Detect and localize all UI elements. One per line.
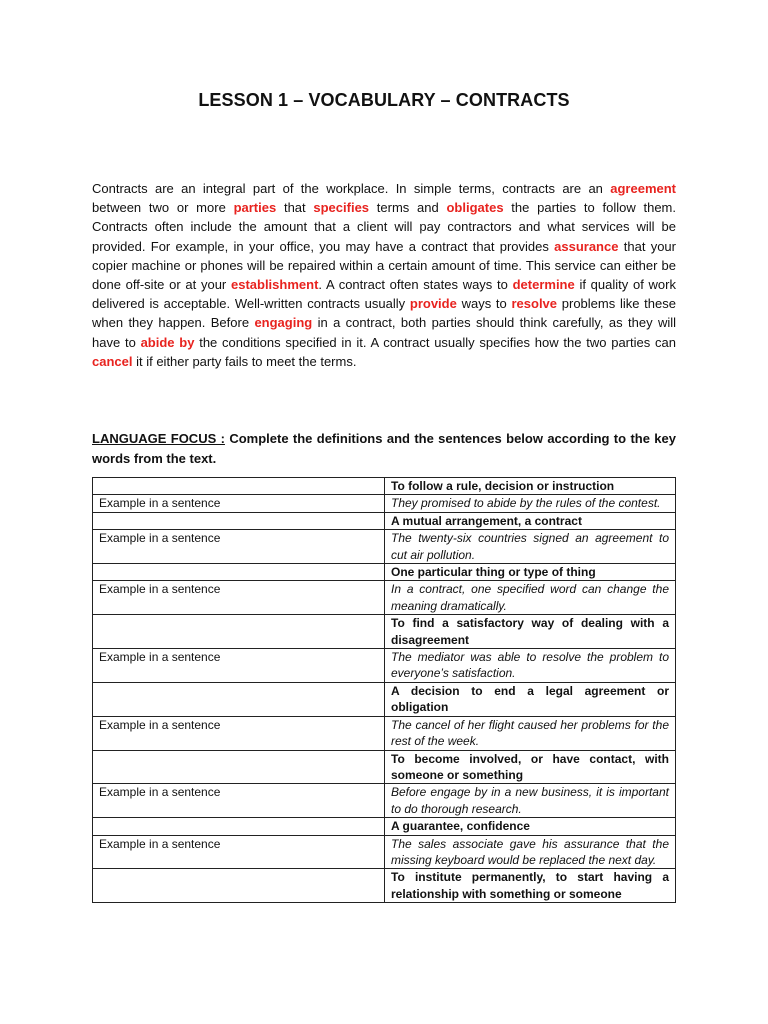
keyword-establishment: establishment bbox=[230, 277, 319, 293]
example-sentence-cell: The mediator was able to resolve the problem to everyone’s satisfaction. bbox=[385, 649, 676, 683]
definition-cell: One particular thing or type of thing bbox=[385, 564, 676, 581]
paragraph-text: if quality of work delivered is acceptable. Well-written contracts usually bbox=[92, 277, 676, 312]
keyword-abide-by: abide by bbox=[140, 334, 195, 350]
keyword-agreement: agreement bbox=[610, 181, 676, 196]
example-row bbox=[93, 835, 676, 869]
definition-cell: A guarantee, confidence bbox=[385, 818, 676, 835]
keyword-cancel: cancel bbox=[92, 353, 133, 369]
definition-cell: To find a satisfactory way of dealing with a disagreement bbox=[385, 615, 676, 649]
word-answer-cell bbox=[93, 615, 385, 649]
definition-row bbox=[93, 478, 676, 495]
definition-cell: A decision to end a legal agreement or obligation bbox=[385, 682, 676, 716]
example-label-cell: Example in a sentence bbox=[93, 495, 385, 512]
example-row bbox=[93, 495, 676, 512]
example-label-cell: Example in a sentence bbox=[93, 649, 385, 683]
example-label-cell: Example in a sentence bbox=[93, 530, 385, 564]
paragraph-text: ways to bbox=[456, 296, 512, 312]
keyword-determine: determine bbox=[512, 277, 575, 293]
word-answer-cell bbox=[93, 682, 385, 716]
paragraph-text: in a contract, both parties should think carefully, as they will have to bbox=[92, 315, 677, 350]
example-sentence-cell: The twenty-six countries signed an agreement to cut air pollution. bbox=[385, 530, 676, 564]
example-row bbox=[93, 784, 676, 818]
keyword-provide: provide bbox=[409, 296, 457, 312]
keyword-engaging: engaging bbox=[254, 315, 313, 331]
definition-row bbox=[93, 818, 676, 835]
example-row bbox=[93, 530, 676, 564]
paragraph-text: the parties to follow them. Contracts often include the amount that a client will pay contractors and what services will be provided. For example, in your office, you may have a contract that provides bbox=[92, 200, 676, 254]
keyword-specifies: specifies bbox=[313, 200, 370, 216]
example-row bbox=[93, 649, 676, 683]
paragraph-text: problems like these when they happen. Before bbox=[92, 296, 676, 331]
keyword-obligates: obligates bbox=[446, 200, 504, 216]
definition-row bbox=[93, 869, 676, 903]
word-answer-cell bbox=[93, 478, 385, 495]
example-sentence-cell: In a contract, one specified word can change the meaning dramatically. bbox=[385, 581, 676, 615]
example-row bbox=[93, 716, 676, 750]
example-row bbox=[93, 581, 676, 615]
definition-row bbox=[93, 750, 676, 784]
definition-cell: A mutual arrangement, a contract bbox=[385, 512, 676, 529]
paragraph-text: Contracts are an integral part of the workplace. In simple terms, contracts are an bbox=[92, 181, 611, 196]
paragraph-text: terms and bbox=[369, 200, 447, 216]
example-sentence-cell: Before engage by in a new business, it is important to do thorough research. bbox=[385, 784, 676, 818]
language-focus-text: Complete the definitions and the sentences below according to the key words from the text. bbox=[92, 431, 676, 466]
language-focus-instruction bbox=[92, 429, 676, 468]
paragraph-text: that bbox=[276, 200, 314, 216]
word-answer-cell bbox=[93, 512, 385, 529]
definition-cell: To become involved, or have contact, with someone or something bbox=[385, 750, 676, 784]
definition-cell: To follow a rule, decision or instruction bbox=[385, 478, 676, 495]
keyword-assurance: assurance bbox=[554, 238, 619, 254]
example-label-cell: Example in a sentence bbox=[93, 835, 385, 869]
paragraph-text: . A contract often states ways to bbox=[318, 277, 513, 293]
paragraph-text: it if either party fails to meet the terms. bbox=[132, 353, 357, 369]
definition-row bbox=[93, 512, 676, 529]
paragraph-text: the conditions specified in it. A contract usually specifies how the two parties can bbox=[194, 334, 676, 350]
paragraph-text: that your copier machine or phones will be repaired within a certain amount of time. This service can either be done off-site or at your bbox=[92, 238, 676, 293]
example-label-cell: Example in a sentence bbox=[93, 784, 385, 818]
definition-row bbox=[93, 564, 676, 581]
word-answer-cell bbox=[93, 818, 385, 835]
keyword-parties: parties bbox=[233, 200, 277, 216]
word-answer-cell bbox=[93, 564, 385, 581]
definition-row bbox=[93, 682, 676, 716]
paragraph-text: between two or more bbox=[92, 200, 234, 216]
page-title: LESSON 1 – VOCABULARY – CONTRACTS bbox=[198, 90, 570, 110]
example-sentence-cell: The sales associate gave his assurance that the missing keyboard would be replaced the next day. bbox=[385, 835, 676, 869]
language-focus-label: LANGUAGE FOCUS : bbox=[92, 431, 225, 446]
definition-cell: To institute permanently, to start having a relationship with something or someone bbox=[385, 869, 676, 903]
example-sentence-cell: They promised to abide by the rules of the contest. bbox=[385, 495, 676, 512]
word-answer-cell bbox=[93, 750, 385, 784]
example-label-cell: Example in a sentence bbox=[93, 716, 385, 750]
example-sentence-cell: The cancel of her flight caused her problems for the rest of the week. bbox=[385, 716, 676, 750]
example-label-cell: Example in a sentence bbox=[93, 581, 385, 615]
definition-row bbox=[93, 615, 676, 649]
intro-paragraph bbox=[92, 179, 676, 371]
keyword-resolve: resolve bbox=[511, 296, 558, 312]
word-answer-cell bbox=[93, 869, 385, 903]
vocabulary-table bbox=[92, 477, 676, 903]
